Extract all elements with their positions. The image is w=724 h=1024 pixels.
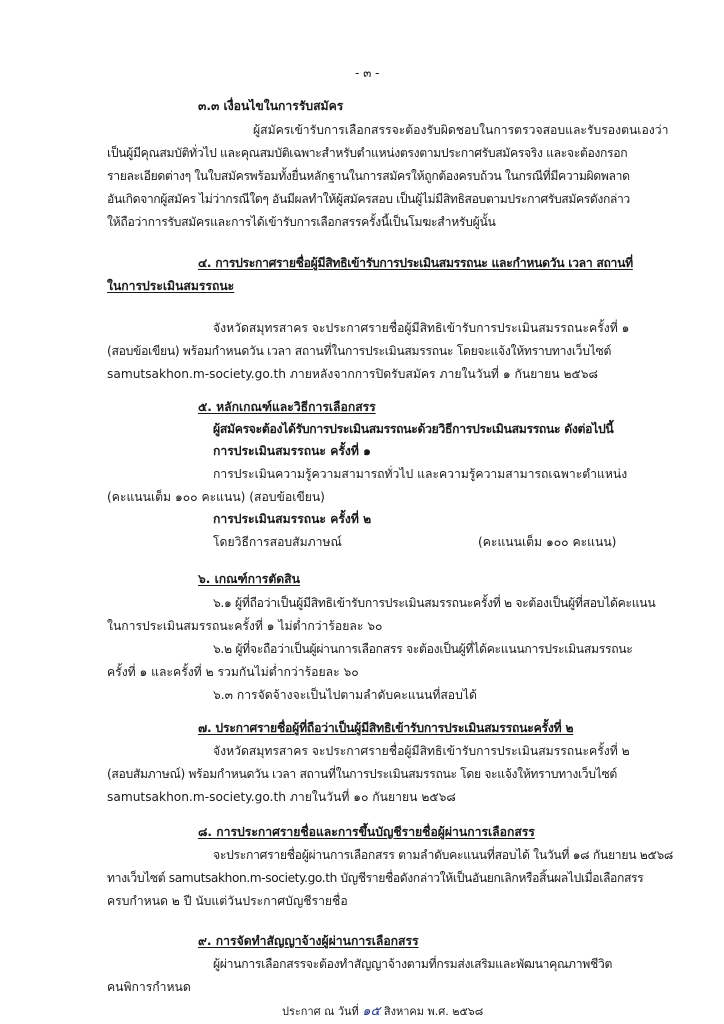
- announce-month-year: สิงหาคม พ.ศ. ๒๕๖๘: [383, 1005, 484, 1018]
- round-2-title: การประเมินสมรรถนะ ครั้งที่ ๒: [213, 512, 372, 526]
- announce-date: [282, 1000, 483, 1021]
- section-5-heading: ๕. หลักเกณฑ์และวิธีการเลือกสรร: [198, 400, 376, 414]
- section-7-heading: ๗. ประกาศรายชื่อผู้ที่ถือว่าเป็นผู้มีสิทธิเข้ารับการประเมินสมรรถนะครั้งที่ ๒: [198, 721, 574, 735]
- section-8-heading: ๘. การประกาศรายชื่อและการขึ้นบัญชีรายชื่อผู้ผ่านการเลือกสรร: [198, 825, 535, 839]
- section-3-3-line: อันเกิดจากผู้สมัคร ไม่ว่ากรณีใดๆ อันมีผลทำให้ผู้สมัครสอบ เป็นผู้ไม่มีสิทธิสอบตามประกาศรับสมัครดังกล่าว: [107, 192, 630, 206]
- section-6-heading: ๖. เกณฑ์การตัดสิน: [198, 572, 300, 586]
- round-1-line: การประเมินความรู้ความสามารถทั่วไป และความรู้ความสามารถเฉพาะตำแหน่ง: [213, 467, 628, 481]
- section-4-line: samutsakhon.m-society.go.th ภายหลังจากการปิดรับสมัคร ภายในวันที่ ๑ กันยายน ๒๕๖๘: [107, 367, 598, 381]
- section-3-3-heading: ๓.๓ เงื่อนไขในการรับสมัคร: [198, 99, 344, 113]
- section-3-3-line: เป็นผู้มีคุณสมบัติทั่วไป และคุณสมบัติเฉพาะสำหรับตำแหน่งตรงตามประกาศรับสมัครจริง และจะต้องกรอก: [107, 146, 628, 160]
- section-7-line: จังหวัดสมุทรสาคร จะประกาศรายชื่อผู้มีสิทธิเข้ารับการประเมินสมรรถนะครั้งที่ ๒: [213, 744, 630, 758]
- announce-prefix: ประกาศ ณ วันที่: [282, 1005, 359, 1018]
- criteria-6-3: ๖.๓ การจัดจ้างจะเป็นไปตามลำดับคะแนนที่สอบได้: [213, 688, 477, 702]
- round-2-method: โดยวิธีการสอบสัมภาษณ์: [213, 535, 342, 549]
- criteria-6-2: ๖.๒ ผู้ที่จะถือว่าเป็นผู้ผ่านการเลือกสรร จะต้องเป็นผู้ที่ได้คะแนนการประเมินสมรรถนะ: [213, 642, 633, 656]
- section-8-line: จะประกาศรายชื่อผู้ผ่านการเลือกสรร ตามลำดับคะแนนที่สอบได้ ในวันที่ ๑๘ กันยายน ๒๕๖๘: [213, 848, 673, 862]
- section-3-3-line: ผู้สมัครเข้ารับการเลือกสรรจะต้องรับผิดชอบในการตรวจสอบและรับรองตนเองว่า: [253, 123, 669, 137]
- section-3-3-line: รายละเอียดต่างๆ ในใบสมัครพร้อมทั้งยื่นหลักฐานในการสมัครให้ถูกต้องครบถ้วน ในกรณีที่มีความผิดพลาด: [107, 169, 630, 183]
- announce-day-handwritten: ๑๕: [362, 1004, 381, 1019]
- section-9-heading: ๙. การจัดทำสัญญาจ้างผู้ผ่านการเลือกสรร: [198, 934, 419, 948]
- round-1-title: การประเมินสมรรถนะ ครั้งที่ ๑: [213, 444, 371, 458]
- section-4-heading-cont: ในการประเมินสมรรถนะ: [107, 279, 235, 293]
- criteria-6-1-cont: ในการประเมินสมรรถนะครั้งที่ ๑ ไม่ต่ำกว่าร้อยละ ๖๐: [107, 619, 383, 633]
- round-1-line: (คะแนนเต็ม ๑๐๐ คะแนน) (สอบข้อเขียน): [107, 490, 325, 504]
- page-number: - ๓ -: [355, 66, 380, 80]
- criteria-6-2-cont: ครั้งที่ ๑ และครั้งที่ ๒ รวมกันไม่ต่ำกว่าร้อยละ ๖๐: [107, 665, 359, 679]
- section-3-3-line: ให้ถือว่าการรับสมัครและการได้เข้ารับการเลือกสรรครั้งนี้เป็นโมฆะสำหรับผู้นั้น: [107, 215, 496, 229]
- section-9-line: คนพิการกำหนด: [107, 980, 191, 994]
- section-7-line: (สอบสัมภาษณ์) พร้อมกำหนดวัน เวลา สถานที่ในการประเมินสมรรถนะ โดย จะแจ้งให้ทราบทางเว็บไซต์: [107, 767, 617, 781]
- section-4-line: จังหวัดสมุทรสาคร จะประกาศรายชื่อผู้มีสิทธิเข้ารับการประเมินสมรรถนะครั้งที่ ๑: [213, 321, 630, 335]
- section-9-line: ผู้ผ่านการเลือกสรรจะต้องทำสัญญาจ้างตามที่กรมส่งเสริมและพัฒนาคุณภาพชีวิต: [213, 957, 613, 971]
- section-8-line: ทางเว็บไซต์ samutsakhon.m-society.go.th บัญชีรายชื่อดังกล่าวให้เป็นอันยกเลิกหรือสิ้นผลไปเมื่อเลือกสรร: [107, 871, 644, 885]
- section-4-line: (สอบข้อเขียน) พร้อมกำหนดวัน เวลา สถานที่ในการประเมินสมรรถนะ โดยจะแจ้งให้ทราบทางเว็บไซต์: [107, 344, 612, 358]
- criteria-6-1: ๖.๑ ผู้ที่ถือว่าเป็นผู้มีสิทธิเข้ารับการประเมินสมรรถนะครั้งที่ ๒ จะต้องเป็นผู้ที่สอบได้คะแนน: [213, 596, 656, 610]
- round-2-score: (คะแนนเต็ม ๑๐๐ คะแนน): [478, 535, 617, 549]
- section-7-line: samutsakhon.m-society.go.th ภายในวันที่ ๑๐ กันยายน ๒๕๖๘: [107, 790, 456, 804]
- section-5-intro: ผู้สมัครจะต้องได้รับการประเมินสมรรถนะด้วยวิธีการประเมินสมรรถนะ ดังต่อไปนี้: [213, 422, 614, 436]
- section-4-heading: ๔. การประกาศรายชื่อผู้มีสิทธิเข้ารับการประเมินสมรรถนะ และกำหนดวัน เวลา สถานที่: [198, 256, 633, 270]
- section-8-line: ครบกำหนด ๒ ปี นับแต่วันประกาศบัญชีรายชื่อ: [107, 894, 348, 908]
